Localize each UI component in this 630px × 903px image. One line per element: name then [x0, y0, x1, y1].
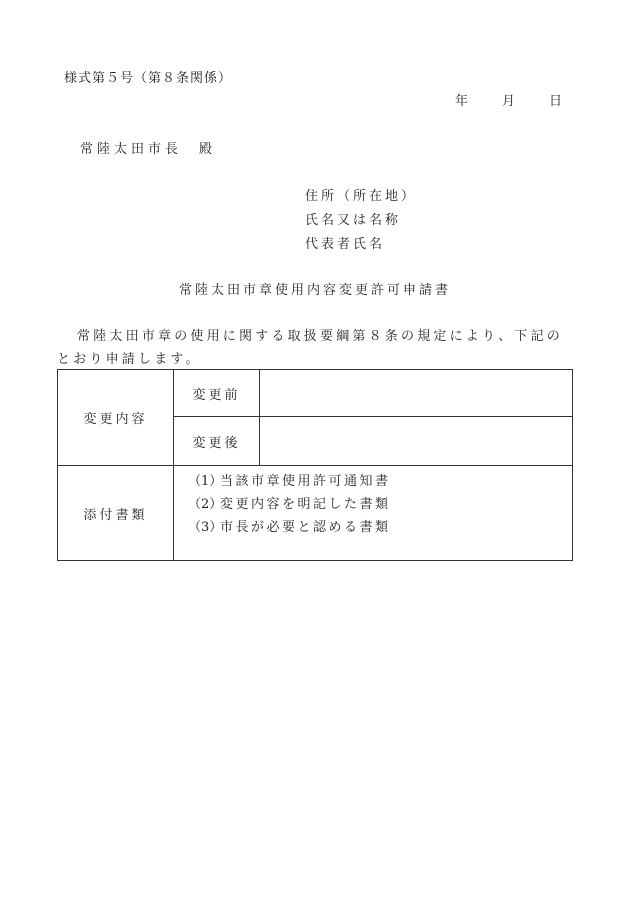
date-day-label: 日 [549, 94, 563, 109]
list-item: （1）当該市章使用許可通知書 [188, 474, 391, 489]
body-text: 常陸太田市章の使用に関する取扱要綱第８条の規定により、下記のとおり申請します。 [57, 329, 564, 367]
date-line [455, 90, 562, 109]
list-item: （3）市長が必要と認める書類 [188, 520, 391, 535]
date-month-label: 月 [502, 94, 516, 109]
addressee: 常陸太田市長 殿 [80, 142, 217, 157]
table-row-attachments [58, 466, 573, 561]
attachments-list [174, 466, 573, 561]
date-year-label: 年 [455, 94, 469, 109]
applicant-address-label: 住所（所在地） [305, 189, 418, 204]
attachments-label: 添付書類 [58, 466, 174, 561]
form-number: 様式第５号（第８条関係） [64, 71, 233, 86]
applicant-name-label: 氏名又は名称 [305, 213, 402, 228]
document-title: 常陸太田市章使用内容変更許可申請書 [178, 283, 451, 298]
before-value-field[interactable] [260, 370, 573, 417]
detail-table [57, 369, 573, 561]
before-label: 変更前 [174, 370, 260, 417]
after-label: 変更後 [174, 417, 260, 466]
applicant-representative-label: 代表者氏名 [305, 237, 386, 252]
list-item: （2）変更内容を明記した書類 [188, 497, 391, 512]
after-value-field[interactable] [260, 417, 573, 466]
table-row-before [58, 370, 573, 417]
change-content-label: 変更内容 [58, 370, 174, 466]
